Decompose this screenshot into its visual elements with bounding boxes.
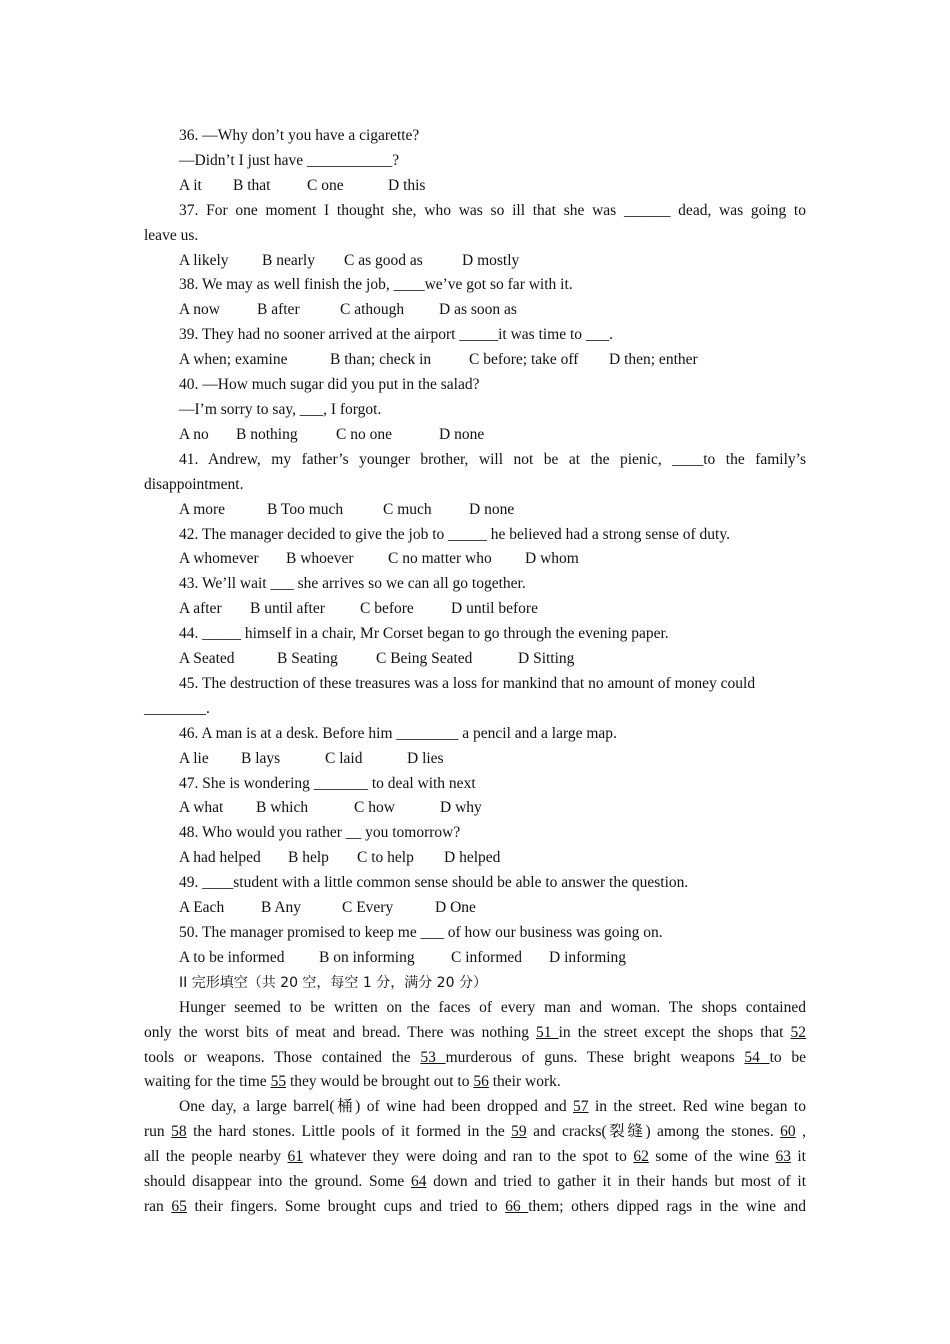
option: D mostly bbox=[462, 251, 520, 269]
question-43-stem: 43. We’ll wait ___ she arrives so we can all go together. bbox=[179, 575, 526, 593]
option: A Seated bbox=[179, 650, 235, 668]
option: A what bbox=[179, 799, 224, 817]
option: B Any bbox=[261, 899, 302, 917]
option: B nearly bbox=[262, 251, 315, 269]
question-36-stem-cont: —Didn’t I just have ___________? bbox=[179, 151, 400, 169]
option: C no one bbox=[336, 425, 392, 443]
question-47-stem: 47. She is wondering _______ to deal with next bbox=[179, 774, 476, 792]
question-40-stem: 40. —How much sugar did you put in the salad? bbox=[179, 376, 480, 394]
question-46-options bbox=[144, 747, 806, 772]
option: B that bbox=[233, 176, 271, 194]
option: A it bbox=[179, 176, 202, 194]
option: D Sitting bbox=[518, 650, 575, 668]
question-39-options bbox=[144, 348, 806, 373]
option: D then; enther bbox=[609, 351, 698, 369]
question-39-stem: 39. They had no sooner arrived at the airport _____it was time to ___. bbox=[179, 326, 614, 344]
blank-54: 54 bbox=[744, 1048, 770, 1066]
option: A more bbox=[179, 500, 226, 518]
question-42-options bbox=[144, 547, 806, 572]
question-44-stem: 44. _____ himself in a chair, Mr Corset began to go through the evening paper. bbox=[179, 625, 669, 643]
question-38-options bbox=[144, 298, 806, 323]
passage-line: only the worst bits of meat and bread. There was nothing 51 in the street except the shops that 52 bbox=[144, 1023, 807, 1041]
option: D none bbox=[469, 500, 515, 518]
question-48-stem: 48. Who would you rather __ you tomorrow? bbox=[179, 824, 461, 842]
option: B than; check in bbox=[330, 351, 432, 369]
question-41-stem-cont: disappointment. bbox=[144, 475, 244, 493]
option: C as good as bbox=[344, 251, 423, 269]
option: A lie bbox=[179, 749, 209, 767]
question-37-options bbox=[144, 249, 806, 274]
option: B after bbox=[257, 301, 300, 319]
option: C much bbox=[383, 500, 432, 518]
question-45-stem: 45. The destruction of these treasures was a loss for mankind that no amount of money could bbox=[179, 674, 756, 692]
section-title: II 完形填空（共 20 空，每空 1 分，满分 20 分） bbox=[179, 974, 487, 991]
option: B help bbox=[288, 849, 329, 867]
option: D why bbox=[440, 799, 482, 817]
option: D this bbox=[388, 176, 426, 194]
passage-line: should disappear into the ground. Some 64 down and tried to gather it in their hands but most of it bbox=[144, 1173, 806, 1191]
option: D One bbox=[435, 899, 476, 917]
blank-57: 57 bbox=[573, 1098, 589, 1116]
question-43-options bbox=[144, 597, 806, 622]
passage-line: One day, a large barrel(桶) of wine had been dropped and 57 in the street. Red wine began to bbox=[179, 1098, 806, 1116]
option: C informed bbox=[451, 948, 523, 966]
question-37-stem: 37. For one moment I thought she, who was so ill that she was ______ dead, was going to bbox=[179, 201, 806, 219]
option: C Every bbox=[342, 899, 394, 917]
option: C one bbox=[307, 176, 344, 194]
question-50-options bbox=[144, 946, 806, 971]
question-50-stem: 50. The manager promised to keep me ___ of how our business was going on. bbox=[179, 924, 663, 941]
blank-58: 58 bbox=[171, 1123, 187, 1141]
passage-line: ran 65 their fingers. Some brought cups and tried to 66 them; others dipped rags in the wine and bbox=[144, 1197, 806, 1215]
option: D as soon as bbox=[439, 301, 517, 319]
option: A when; examine bbox=[179, 351, 288, 369]
option: B Seating bbox=[277, 650, 338, 668]
question-45-stem-cont: ________. bbox=[144, 699, 210, 717]
blank-63: 63 bbox=[775, 1148, 791, 1166]
question-49-options bbox=[144, 896, 806, 921]
option: C before; take off bbox=[469, 351, 579, 369]
blank-53: 53 bbox=[420, 1048, 446, 1066]
passage-line: all the people nearby 61 whatever they were doing and ran to the spot to 62 some of the wine 63 it bbox=[144, 1148, 806, 1166]
passage-line: tools or weapons. Those contained the 53 murderous of guns. These bright weapons 54 to be bbox=[144, 1048, 806, 1066]
blank-52: 52 bbox=[790, 1023, 807, 1041]
question-44-options bbox=[144, 647, 806, 672]
option: A likely bbox=[179, 251, 229, 269]
blank-59: 59 bbox=[511, 1123, 527, 1141]
question-49-stem: 49. ____student with a little common sense should be able to answer the question. bbox=[179, 874, 689, 892]
option: A to be informed bbox=[179, 948, 285, 966]
option: B until after bbox=[250, 600, 325, 618]
blank-55: 55 bbox=[270, 1073, 287, 1091]
option: A now bbox=[179, 301, 220, 319]
option: B nothing bbox=[236, 425, 298, 443]
option: B whoever bbox=[286, 550, 354, 568]
question-36-options bbox=[144, 174, 806, 199]
option: D until before bbox=[451, 600, 538, 618]
question-36-stem: 36. —Why don’t you have a cigarette? bbox=[179, 127, 420, 144]
option: D none bbox=[439, 425, 485, 443]
option: D informing bbox=[549, 948, 627, 966]
option: B which bbox=[256, 799, 309, 817]
blank-51: 51 bbox=[536, 1023, 559, 1041]
option: B on informing bbox=[319, 948, 415, 966]
blank-61: 61 bbox=[287, 1148, 303, 1166]
option: A no bbox=[179, 425, 209, 443]
option: C no matter who bbox=[388, 550, 492, 568]
option: A whomever bbox=[179, 550, 259, 568]
blank-65: 65 bbox=[171, 1197, 187, 1215]
blank-66: 66 bbox=[505, 1197, 529, 1215]
blank-60: 60 bbox=[780, 1123, 796, 1141]
question-48-options bbox=[144, 846, 806, 871]
question-47-options bbox=[144, 796, 806, 821]
option: C to help bbox=[357, 849, 414, 867]
option: C before bbox=[360, 600, 414, 618]
passage-line: waiting for the time 55 they would be brought out to 56 their work. bbox=[144, 1073, 561, 1091]
question-41-options bbox=[144, 498, 806, 523]
option: A had helped bbox=[179, 849, 261, 867]
option: D helped bbox=[444, 849, 501, 867]
question-42-stem: 42. The manager decided to give the job to _____ he believed had a strong sense of duty. bbox=[179, 525, 730, 543]
question-37-stem-cont: leave us. bbox=[144, 226, 199, 244]
passage-line: run 58 the hard stones. Little pools of it formed in the 59 and cracks(裂缝) among the stones. 60 , bbox=[144, 1123, 807, 1141]
question-41-stem: 41. Andrew, my father’s younger brother, will not be at the pienic, ____to the family’s bbox=[179, 450, 806, 468]
blank-64: 64 bbox=[410, 1173, 427, 1191]
option: A after bbox=[179, 600, 222, 618]
option: B Too much bbox=[267, 500, 344, 518]
option: A Each bbox=[179, 899, 225, 917]
question-40-options bbox=[144, 423, 806, 448]
option: C laid bbox=[325, 749, 363, 767]
option: C athough bbox=[340, 301, 405, 319]
option: B lays bbox=[241, 749, 281, 767]
question-40-stem-cont: —I’m sorry to say, ___, I forgot. bbox=[179, 400, 382, 418]
question-46-stem: 46. A man is at a desk. Before him ________ a pencil and a large map. bbox=[179, 724, 617, 742]
option: D whom bbox=[525, 550, 579, 568]
question-38-stem: 38. We may as well finish the job, ____we’ve got so far with it. bbox=[179, 276, 573, 294]
exam-page bbox=[144, 124, 806, 1220]
blank-62: 62 bbox=[633, 1148, 649, 1166]
blank-56: 56 bbox=[473, 1073, 489, 1091]
option: C how bbox=[354, 799, 395, 817]
option: D lies bbox=[407, 749, 444, 767]
option: C Being Seated bbox=[376, 650, 473, 668]
passage-line: Hunger seemed to be written on the faces of every man and woman. The shops contained bbox=[179, 998, 806, 1016]
